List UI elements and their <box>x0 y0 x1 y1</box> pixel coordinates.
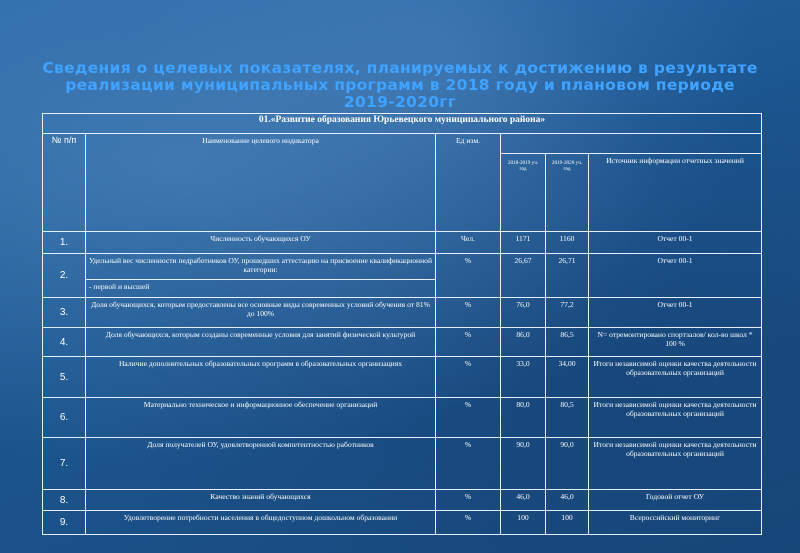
row-source: Годовой отчет ОУ <box>589 490 762 511</box>
row-unit: % <box>436 511 501 535</box>
row-num: 1. <box>43 232 86 254</box>
table-row <box>43 438 762 490</box>
row-name: Наличие дополнительных образовательных программ в образовательных организациях <box>86 357 436 398</box>
row-value-1: 86,0 <box>501 328 546 357</box>
row-unit: % <box>436 438 501 490</box>
row-name: Численность обучающихся ОУ <box>86 232 436 254</box>
row-source: Итоги независимой оценки качества деятельности образовательных организаций <box>589 398 762 438</box>
row-source: N= отремонтировано спортзалов/ кол-во школ * 100 % <box>589 328 762 357</box>
row-value-1: 100 <box>501 511 546 535</box>
row-value-2: 86,5 <box>546 328 589 357</box>
row-value-2: 77,2 <box>546 298 589 328</box>
row-num: 7. <box>43 438 86 490</box>
row-name: Удовлетворение потребности населения в общедоступном дошкольном образовании <box>86 511 436 535</box>
row-unit: % <box>436 490 501 511</box>
row-name: Удельный вес численности педработников ОУ, прошедших аттестацию на присвоение квалификационной категории: <box>86 254 436 280</box>
row-num: 5. <box>43 357 86 398</box>
row-value-2: 1160 <box>546 232 589 254</box>
row-num: 6. <box>43 398 86 438</box>
table-row <box>43 398 762 438</box>
indicators-table <box>42 113 762 535</box>
header-year-2: 2019-2020 уч. год <box>546 154 589 232</box>
header-name: Наименование целевого индикатора <box>86 134 436 232</box>
header-row <box>43 134 762 154</box>
slide-title: Сведения о целевых показателях, планируемых к достижению в результате реализации муниципальных программ в 2018 году и плановом периоде 2019-2020гг <box>42 59 758 111</box>
row-name: Доля обучающихся, которым созданы современные условия для занятий физической культурой <box>86 328 436 357</box>
row-value-1: 76,0 <box>501 298 546 328</box>
row-num: 9. <box>43 511 86 535</box>
row-unit: % <box>436 357 501 398</box>
row-num: 4. <box>43 328 86 357</box>
table-row <box>43 328 762 357</box>
header-source: Источник информации отчетных значений <box>589 154 762 232</box>
row-value-1: 80,0 <box>501 398 546 438</box>
table-row <box>43 232 762 254</box>
row-value-1: 1171 <box>501 232 546 254</box>
table-row <box>43 298 762 328</box>
row-name: Доля получателей ОУ, удовлетворенной компетентностью работников <box>86 438 436 490</box>
row-name: Доля обучающихся, которым предоставлены все основные виды современных условий обучения от 81% до 100% <box>86 298 436 328</box>
row-value-1: 33,0 <box>501 357 546 398</box>
table-row <box>43 357 762 398</box>
header-unit: Ед изм. <box>436 134 501 232</box>
section-title: 01.«Развитие образования Юрьевецкого муниципального района» <box>43 114 762 134</box>
row-subname: - первой и высшей <box>86 280 436 298</box>
row-value-1: 46,0 <box>501 490 546 511</box>
row-num: 2. <box>43 254 86 298</box>
row-value-2: 46,0 <box>546 490 589 511</box>
row-source: Всероссийский мониторинг <box>589 511 762 535</box>
table-row <box>43 254 762 280</box>
row-num: 3. <box>43 298 86 328</box>
row-unit: % <box>436 328 501 357</box>
row-value-1: 26,67 <box>501 254 546 298</box>
row-value-2: 100 <box>546 511 589 535</box>
row-value-2: 34,00 <box>546 357 589 398</box>
row-name: Качество знаний обучающихся <box>86 490 436 511</box>
section-row <box>43 114 762 134</box>
row-unit: Чел. <box>436 232 501 254</box>
row-unit: % <box>436 398 501 438</box>
row-unit: % <box>436 254 501 298</box>
header-num: № п/п <box>43 134 86 232</box>
table-row <box>43 490 762 511</box>
table-row <box>43 511 762 535</box>
row-value-2: 80,5 <box>546 398 589 438</box>
row-source: Отчет 00-1 <box>589 298 762 328</box>
row-name: Материально техническое и информационное обеспечение организаций <box>86 398 436 438</box>
row-unit: % <box>436 298 501 328</box>
row-source: Отчет 00-1 <box>589 232 762 254</box>
row-num: 8. <box>43 490 86 511</box>
row-value-1: 90,0 <box>501 438 546 490</box>
row-source: Итоги независимой оценки качества деятельности образовательных организаций <box>589 438 762 490</box>
header-blank <box>501 134 762 154</box>
row-value-2: 90,0 <box>546 438 589 490</box>
row-source: Итоги независимой оценки качества деятельности образовательных организаций <box>589 357 762 398</box>
header-year-1: 2018-2019 уч. год <box>501 154 546 232</box>
row-source: Отчет 00-1 <box>589 254 762 298</box>
row-value-2: 26,71 <box>546 254 589 298</box>
